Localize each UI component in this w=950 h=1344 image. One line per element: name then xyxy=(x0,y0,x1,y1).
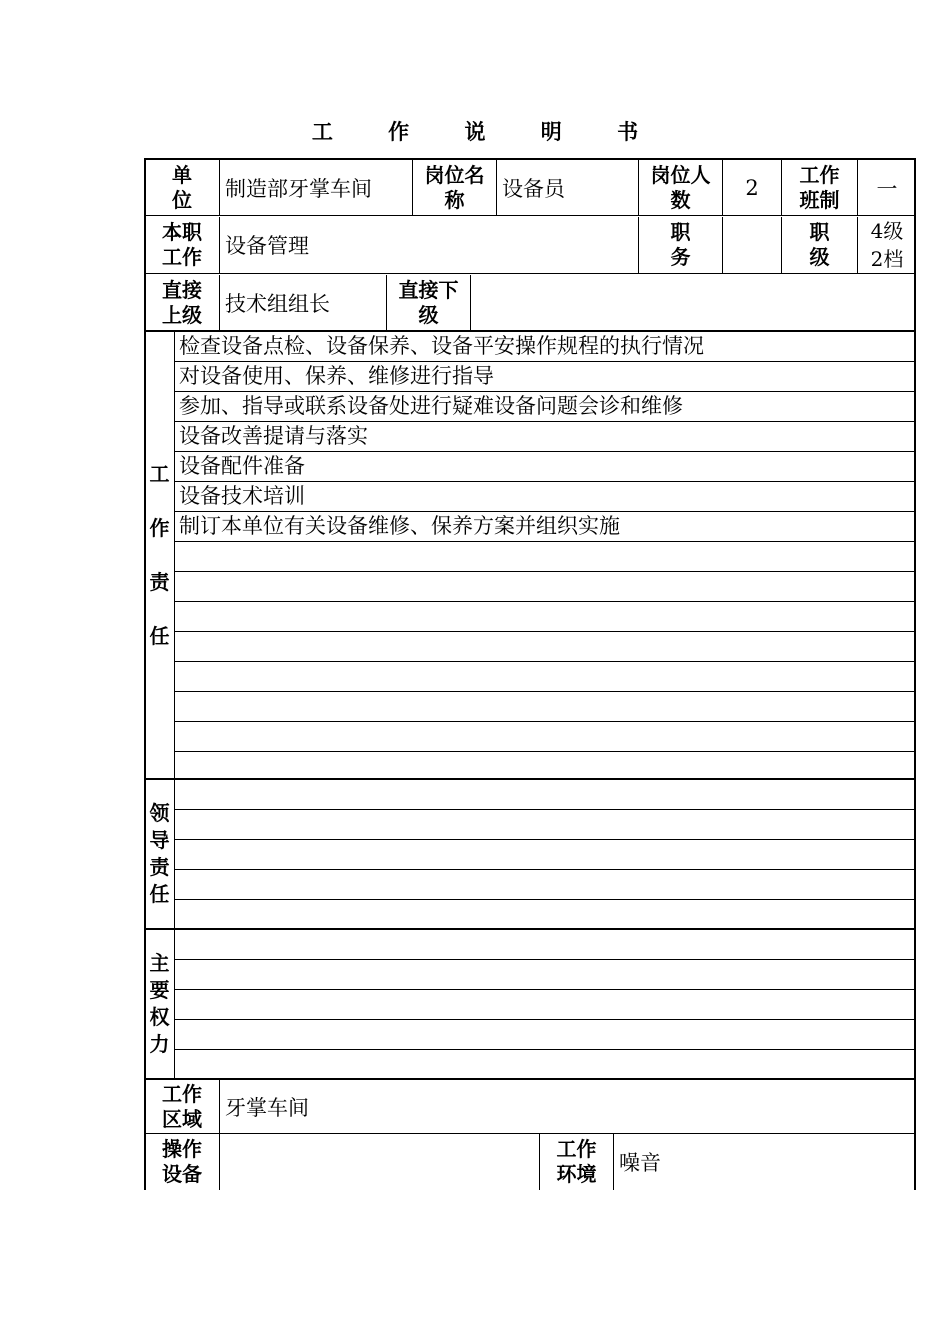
reporting-row xyxy=(145,275,916,330)
authority-section xyxy=(145,928,916,1078)
work-area-value: 牙掌车间 xyxy=(225,1095,309,1120)
responsibility-item xyxy=(175,692,916,722)
responsibility-item xyxy=(175,722,916,752)
document-title: 工 作 说 明 书 xyxy=(311,120,663,144)
responsibilities-label: 工 作 责 任 xyxy=(145,332,175,778)
authority-item xyxy=(175,990,916,1020)
environment-label: 工作 环境 xyxy=(540,1134,614,1190)
responsibility-item: 制订本单位有关设备维修、保养方案并组织实施 xyxy=(175,512,916,542)
work-area-label: 工作 区域 xyxy=(145,1080,220,1133)
shift-value: 一 xyxy=(876,176,898,201)
leadership-label: 领 导 责 任 xyxy=(145,780,175,928)
main-duty-value: 设备管理 xyxy=(220,217,639,273)
authority-item xyxy=(175,960,916,990)
leadership-section xyxy=(145,778,916,928)
responsibilities-section xyxy=(145,330,916,778)
responsibility-item: 对设备使用、保养、维修进行指导 xyxy=(175,362,916,392)
responsibility-item: 参加、指导或联系设备处进行疑难设备问题会诊和维修 xyxy=(175,392,916,422)
work-area-row xyxy=(145,1078,916,1134)
leadership-list xyxy=(175,780,916,930)
leadership-item xyxy=(175,870,916,900)
responsibility-item xyxy=(175,662,916,692)
responsibility-item xyxy=(175,602,916,632)
leadership-item xyxy=(175,840,916,870)
equipment-label: 操作 设备 xyxy=(145,1134,220,1190)
position-value: 设备员 xyxy=(497,160,639,215)
authority-item xyxy=(175,930,916,960)
responsibility-item: 设备改善提请与落实 xyxy=(175,422,916,452)
responsibility-item: 设备技术培训 xyxy=(175,482,916,512)
responsibilities-list xyxy=(175,332,916,782)
position-label: 岗位名 称 xyxy=(413,160,497,215)
headcount-label: 岗位人 数 xyxy=(639,160,723,215)
main-duty-label: 本职 工作 xyxy=(145,217,220,273)
main-duty-row xyxy=(145,217,916,274)
authority-label: 主 要 权 力 xyxy=(145,930,175,1078)
leadership-item xyxy=(175,900,916,930)
responsibility-item: 检查设备点检、设备保养、设备平安操作规程的执行情况 xyxy=(175,332,916,362)
unit-value: 制造部牙掌车间 xyxy=(220,160,413,215)
superior-label: 直接 上级 xyxy=(145,275,220,330)
level-value: 4级 2档 xyxy=(870,219,904,271)
leadership-item xyxy=(175,810,916,840)
superior-value: 技术组组长 xyxy=(220,275,387,330)
responsibility-item: 设备配件准备 xyxy=(175,452,916,482)
authority-item xyxy=(175,1020,916,1050)
unit-label: 单 位 xyxy=(145,160,220,215)
leadership-item xyxy=(175,780,916,810)
equipment-value xyxy=(220,1134,540,1190)
authority-item xyxy=(175,1050,916,1080)
responsibility-item xyxy=(175,632,916,662)
responsibility-item xyxy=(175,542,916,572)
post-label: 职 务 xyxy=(639,217,723,273)
header-row xyxy=(145,160,916,216)
subordinate-value xyxy=(471,275,916,330)
environment-value: 噪音 xyxy=(619,1151,661,1175)
authority-list xyxy=(175,930,916,1080)
subordinate-label: 直接下 级 xyxy=(387,275,471,330)
level-label: 职 级 xyxy=(782,217,858,273)
responsibility-item xyxy=(175,572,916,602)
shift-label: 工作 班制 xyxy=(782,160,858,215)
equipment-row xyxy=(145,1134,916,1190)
headcount-value: 2 xyxy=(723,160,782,215)
post-value xyxy=(723,217,782,273)
